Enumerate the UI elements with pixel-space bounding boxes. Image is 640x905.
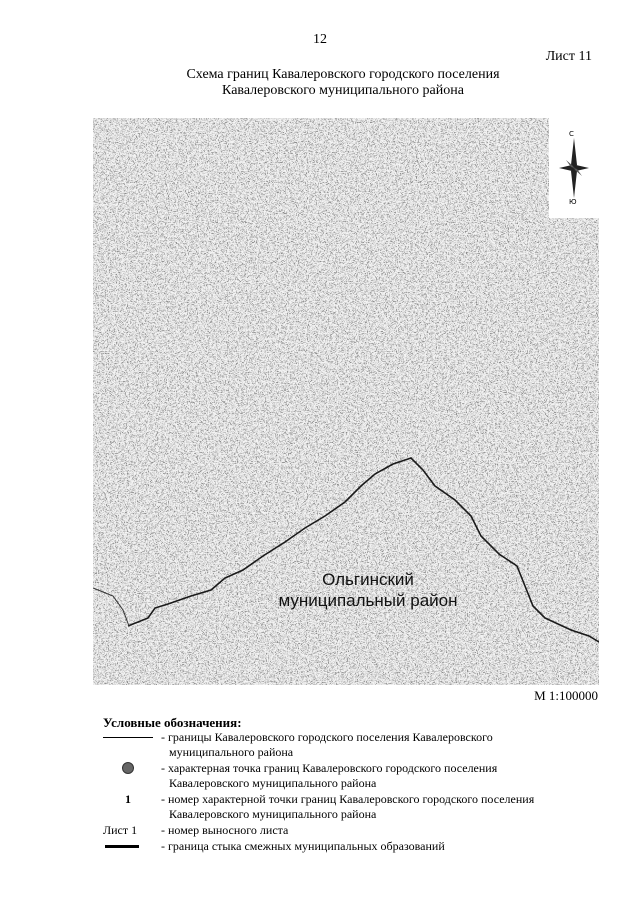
sheet-label: Лист 11 [545,49,592,64]
legend-text: - граница стыка смежных муниципальных образований [161,839,445,853]
compass-rose [549,118,599,218]
legend-text: - номер выносного листа [161,823,289,837]
thin-line-symbol [103,730,161,745]
map-image [93,118,599,685]
number-symbol: 1 [125,792,131,806]
compass-north-label: С [569,130,574,138]
legend-text: - границы Кавалеровского городского поселения Кавалеровского [161,730,493,744]
legend-text: - характерная точка границ Кавалеровского городского поселения [161,761,498,775]
page-title [0,67,640,99]
legend-heading: Условные обозначения: [103,715,242,730]
district-label-line-2: муниципальный район [278,591,458,610]
page-number: 12 [313,32,327,47]
title-line-1: Схема границ Кавалеровского городского поселения [186,67,500,82]
legend-text-continued: Кавалеровского муниципального района [169,807,377,821]
legend-item-boundary [103,730,583,760]
district-label [248,569,488,611]
legend-item-sheet [103,823,583,838]
sheet-symbol: Лист 1 [103,823,138,837]
map-scale: М 1:100000 [534,688,598,703]
legend-item-point-number [103,792,583,822]
compass-south-label: Ю [569,198,577,206]
legend-text-continued: Кавалеровского муниципального района [169,776,377,790]
title-line-2: Кавалеровского муниципального района [222,83,464,98]
legend-text: - номер характерной точки границ Кавалеровского городского поселения [161,792,535,806]
legend-text-continued: муниципального района [169,745,294,759]
legend-item-point [103,761,583,791]
dot-symbol [103,761,161,776]
thick-line-symbol [103,839,161,854]
legend-item-junction [103,839,583,854]
district-label-line-1: Ольгинский [322,570,414,589]
legend [103,730,583,855]
